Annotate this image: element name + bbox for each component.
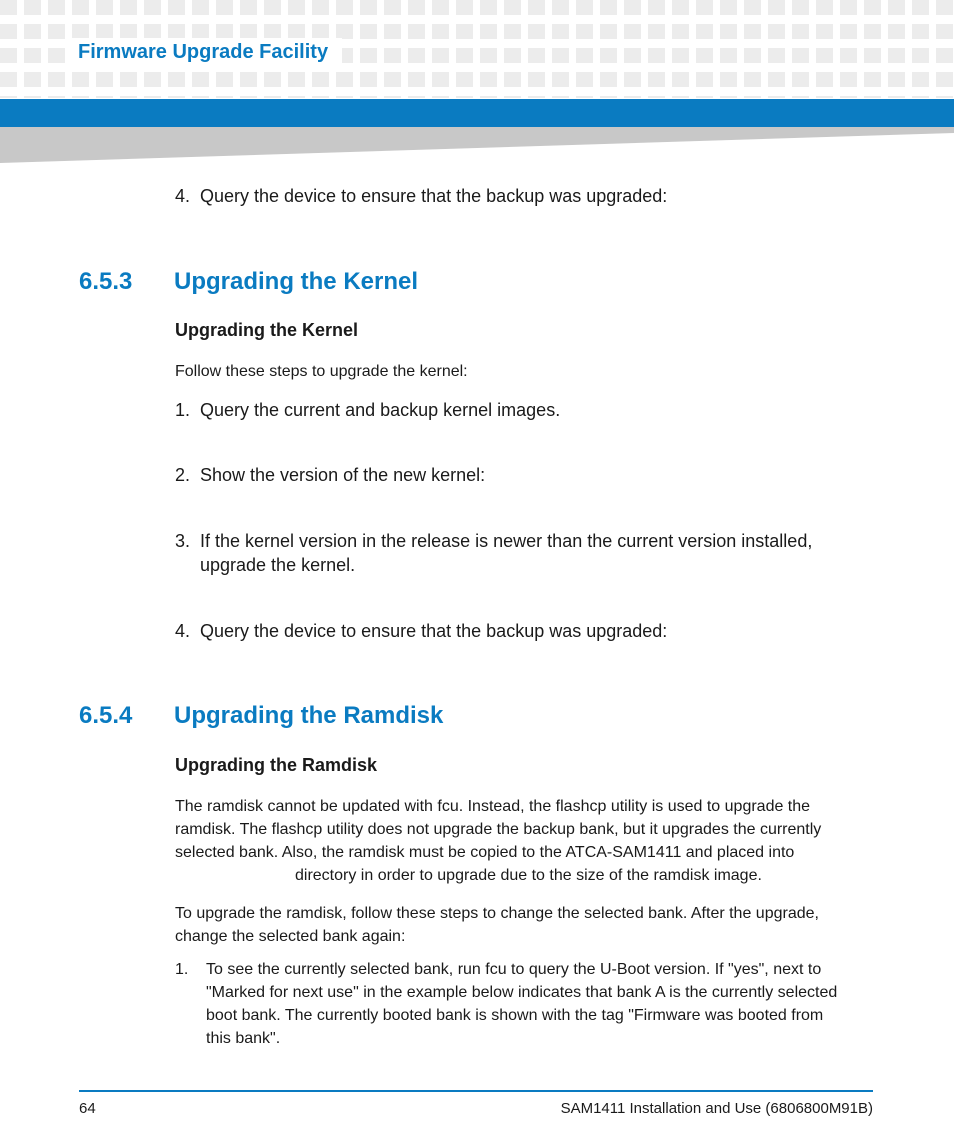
step-text: Show the version of the new kernel: [200, 465, 486, 485]
kernel-intro: Follow these steps to upgrade the kernel: [175, 363, 468, 380]
document-title: SAM1411 Installation and Use (6806800M91B) [560, 1100, 873, 1117]
step-text: If the kernel version in the release is newer than the current version installed, upgrade the kernel. [200, 531, 813, 575]
ramdisk-paragraph-2 [175, 902, 875, 948]
step-text: Query the device to ensure that the backup was upgraded: [200, 186, 668, 206]
footer-rule [79, 1090, 873, 1092]
running-header-title: Firmware Upgrade Facility [78, 41, 329, 63]
step-number: 2. [175, 465, 191, 485]
step-number: 1. [175, 400, 191, 420]
step-text: Query the device to ensure that the backup was upgraded: [200, 621, 668, 641]
intro-step [175, 184, 875, 210]
paragraph-line: To upgrade the ramdisk, follow these steps to change the selected bank. After the upgrade, [175, 905, 819, 922]
paragraph-line: The ramdisk cannot be updated with fcu. Instead, the flashcp utility is used to upgrade the [175, 798, 811, 815]
header-blue-band [0, 99, 954, 127]
step-line: "Marked for next use" in the example below indicates that bank A is the currently selected [206, 984, 838, 1001]
header-gray-wedge [0, 127, 954, 163]
step-number: 4. [175, 621, 191, 641]
kernel-step [175, 619, 875, 645]
ramdisk-step-1 [175, 958, 875, 1058]
paragraph-line: change the selected bank again: [175, 928, 406, 945]
ramdisk-paragraph-1 [175, 795, 875, 887]
kernel-step [175, 398, 875, 424]
step-text: Query the current and backup kernel images. [200, 400, 561, 420]
step-number: 4. [175, 186, 191, 206]
kernel-step [175, 463, 875, 489]
section-heading-ramdisk [79, 702, 779, 734]
kernel-step [175, 529, 875, 581]
section-number: 6.5.3 [79, 268, 133, 295]
paragraph-line: selected bank. Also, the ramdisk must be copied to the ATCA-SAM1411 and placed into [175, 844, 795, 861]
step-line: this bank". [206, 1030, 281, 1047]
paragraph-line: ramdisk. The flashcp utility does not upgrade the backup bank, but it upgrades the currently [175, 821, 822, 838]
step-number: 3. [175, 531, 191, 551]
subheading-kernel: Upgrading the Kernel [175, 320, 359, 340]
step-number: 1. [175, 961, 189, 978]
section-title: Upgrading the Kernel [174, 268, 419, 295]
section-heading-kernel [79, 268, 779, 300]
paragraph-line: directory in order to upgrade due to the size of the ramdisk image. [295, 867, 762, 884]
subheading-ramdisk: Upgrading the Ramdisk [175, 755, 378, 775]
page-number: 64 [79, 1100, 96, 1117]
section-title: Upgrading the Ramdisk [174, 702, 444, 729]
section-number: 6.5.4 [79, 702, 133, 729]
step-line: To see the currently selected bank, run fcu to query the U-Boot version. If "yes", next to [206, 961, 822, 978]
step-line: boot bank. The currently booted bank is shown with the tag "Firmware was booted from [206, 1007, 824, 1024]
